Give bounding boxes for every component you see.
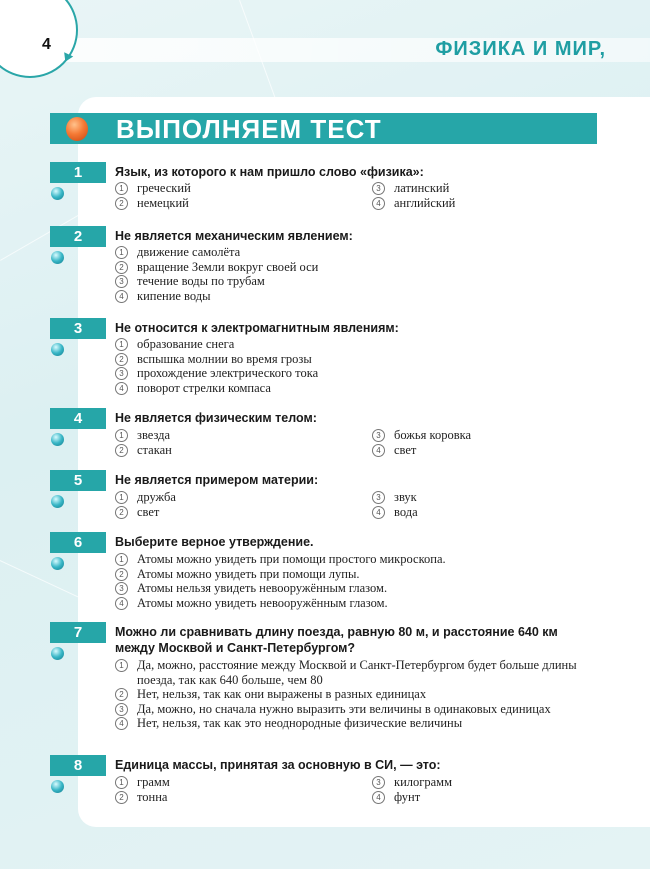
option-text: звук <box>394 490 417 504</box>
option-number-circle: 2 <box>115 261 128 274</box>
option-number-circle: 3 <box>372 491 385 504</box>
question-text: Единица массы, принятая за основную в СИ, — это: <box>115 758 441 772</box>
section-title-bar <box>50 113 597 144</box>
option-text: Да, можно, расстояние между Москвой и Санкт-Петербургом будет больше длины поезда, так как 640 больше, чем 80 <box>137 658 577 687</box>
option-number-circle: 4 <box>372 791 385 804</box>
option-text: Атомы нельзя увидеть невооружённым глазом. <box>137 581 388 595</box>
question-number-tab: 2 <box>50 226 106 247</box>
option-number-circle: 4 <box>115 717 128 730</box>
option-text: образование снега <box>137 337 235 351</box>
option-1[interactable] <box>115 337 607 352</box>
option-number-circle: 4 <box>115 597 128 610</box>
option-text: дружба <box>137 490 176 504</box>
option-2[interactable] <box>115 352 607 367</box>
option-text: вращение Земли вокруг своей оси <box>137 259 319 274</box>
option-4[interactable] <box>372 443 624 458</box>
option-number-circle: 3 <box>115 582 128 595</box>
option-3[interactable] <box>372 181 624 196</box>
option-text: прохождение электрического тока <box>137 366 319 380</box>
option-number-circle: 1 <box>115 553 128 566</box>
option-text: божья коровка <box>394 428 472 442</box>
option-1[interactable] <box>115 245 607 260</box>
options-list <box>115 337 607 395</box>
question-number-tab: 1 <box>50 162 106 183</box>
options-grid <box>115 428 472 457</box>
option-4[interactable] <box>115 289 607 304</box>
option-number-circle: 2 <box>115 688 128 701</box>
option-number-circle: 1 <box>115 491 128 504</box>
option-number-circle: 1 <box>115 429 128 442</box>
option-1[interactable] <box>115 490 367 505</box>
option-text: течение воды по трубам <box>137 274 265 288</box>
option-3[interactable] <box>372 428 624 443</box>
option-number-circle: 4 <box>115 290 128 303</box>
option-number-circle: 1 <box>115 182 128 195</box>
option-text: Нет, нельзя, так как они выражены в разных единицах <box>137 687 427 701</box>
options-list <box>115 552 607 610</box>
option-number-circle: 3 <box>115 703 128 716</box>
options-list <box>115 245 607 303</box>
option-number-circle: 2 <box>115 791 128 804</box>
option-number-circle: 4 <box>372 197 385 210</box>
options-list <box>115 658 599 731</box>
option-1[interactable] <box>115 552 607 567</box>
option-number-circle: 1 <box>115 776 128 789</box>
option-text: кипение воды <box>137 288 211 303</box>
option-text: поворот стрелки компаса <box>137 380 271 395</box>
teal-ball-icon <box>51 495 64 508</box>
question-text: Выберите верное утверждение. <box>115 535 314 549</box>
option-3[interactable] <box>372 490 624 505</box>
teal-ball-icon <box>51 647 64 660</box>
question-text: Язык, из которого к нам пришло слово «физика»: <box>115 165 424 179</box>
option-4[interactable] <box>372 790 624 805</box>
option-text: вода <box>394 504 418 519</box>
option-text: Нет, нельзя, так как это неоднородные физические величины <box>137 716 463 730</box>
option-3[interactable] <box>115 366 607 381</box>
option-1[interactable] <box>115 428 367 443</box>
option-text: грамм <box>137 775 170 789</box>
option-text: свет <box>137 504 160 519</box>
option-number-circle: 3 <box>115 275 128 288</box>
question-number-tab: 3 <box>50 318 106 339</box>
option-number-circle: 2 <box>115 197 128 210</box>
option-3[interactable] <box>372 775 624 790</box>
option-number-circle: 3 <box>372 182 385 195</box>
option-2[interactable] <box>115 443 367 458</box>
option-2[interactable] <box>115 687 599 702</box>
question-text: Не относится к электромагнитным явлениям: <box>115 321 399 335</box>
question-text: Не является физическим телом: <box>115 411 317 425</box>
option-text: свет <box>394 442 417 457</box>
option-number-circle: 3 <box>115 367 128 380</box>
orange-ball-icon <box>66 117 88 141</box>
option-number-circle: 4 <box>372 444 385 457</box>
section-title: ВЫПОЛНЯЕМ ТЕСТ <box>116 114 382 144</box>
question-text: Не является механическим явлением: <box>115 229 353 243</box>
option-4[interactable] <box>115 381 607 396</box>
option-text: Да, можно, но сначала нужно выразить эти величины в одинаковых единицах <box>137 701 551 716</box>
option-3[interactable] <box>115 274 607 289</box>
option-text: фунт <box>394 789 421 804</box>
option-2[interactable] <box>115 260 607 275</box>
options-grid <box>115 181 456 210</box>
teal-ball-icon <box>51 187 64 200</box>
question-text: Не является примером материи: <box>115 473 319 487</box>
running-title: ФИЗИКА И МИР, <box>435 38 606 60</box>
option-4[interactable] <box>372 196 624 211</box>
question-number-tab: 8 <box>50 755 106 776</box>
page-number-circle <box>0 0 78 78</box>
option-number-circle: 3 <box>372 429 385 442</box>
teal-ball-icon <box>51 557 64 570</box>
teal-ball-icon <box>51 780 64 793</box>
option-3[interactable] <box>115 702 599 717</box>
option-4[interactable] <box>115 716 599 731</box>
option-2[interactable] <box>115 505 367 520</box>
option-1[interactable] <box>115 181 367 196</box>
question-number-tab: 4 <box>50 408 106 429</box>
question-text: Можно ли сравнивать длину поезда, равную 80 м, и расстояние 640 км между Москвой и Санкт-Петербургом? <box>115 625 558 655</box>
option-number-circle: 3 <box>372 776 385 789</box>
option-number-circle: 2 <box>115 444 128 457</box>
option-text: английский <box>394 195 456 210</box>
question-number-tab: 5 <box>50 470 106 491</box>
option-number-circle: 4 <box>372 506 385 519</box>
option-text: немецкий <box>137 195 189 210</box>
option-1[interactable] <box>115 775 367 790</box>
option-text: килограмм <box>394 775 452 789</box>
option-number-circle: 1 <box>115 659 128 672</box>
question-number-tab: 6 <box>50 532 106 553</box>
option-text: движение самолёта <box>137 245 241 259</box>
option-2[interactable] <box>115 790 367 805</box>
option-2[interactable] <box>115 196 367 211</box>
option-text: Атомы можно увидеть при помощи лупы. <box>137 566 360 581</box>
options-grid <box>115 490 418 519</box>
option-text: вспышка молнии во время грозы <box>137 351 312 366</box>
option-text: Атомы можно увидеть при помощи простого микроскопа. <box>137 552 446 566</box>
options-grid <box>115 775 452 804</box>
page-number: 4 <box>42 36 51 53</box>
option-text: Атомы можно увидеть невооружённым глазом. <box>137 595 388 610</box>
option-number-circle: 4 <box>115 382 128 395</box>
option-text: стакан <box>137 442 172 457</box>
teal-ball-icon <box>51 433 64 446</box>
option-number-circle: 2 <box>115 568 128 581</box>
teal-ball-icon <box>51 343 64 356</box>
option-2[interactable] <box>115 567 607 582</box>
teal-ball-icon <box>51 251 64 264</box>
option-text: тонна <box>137 789 168 804</box>
option-number-circle: 1 <box>115 246 128 259</box>
option-4[interactable] <box>372 505 624 520</box>
option-3[interactable] <box>115 581 607 596</box>
option-number-circle: 1 <box>115 338 128 351</box>
option-text: звезда <box>137 428 171 442</box>
option-number-circle: 2 <box>115 353 128 366</box>
option-4[interactable] <box>115 596 607 611</box>
question-number-tab: 7 <box>50 622 106 643</box>
option-text: латинский <box>394 181 450 195</box>
option-text: греческий <box>137 181 191 195</box>
option-number-circle: 2 <box>115 506 128 519</box>
option-1[interactable] <box>115 658 599 687</box>
